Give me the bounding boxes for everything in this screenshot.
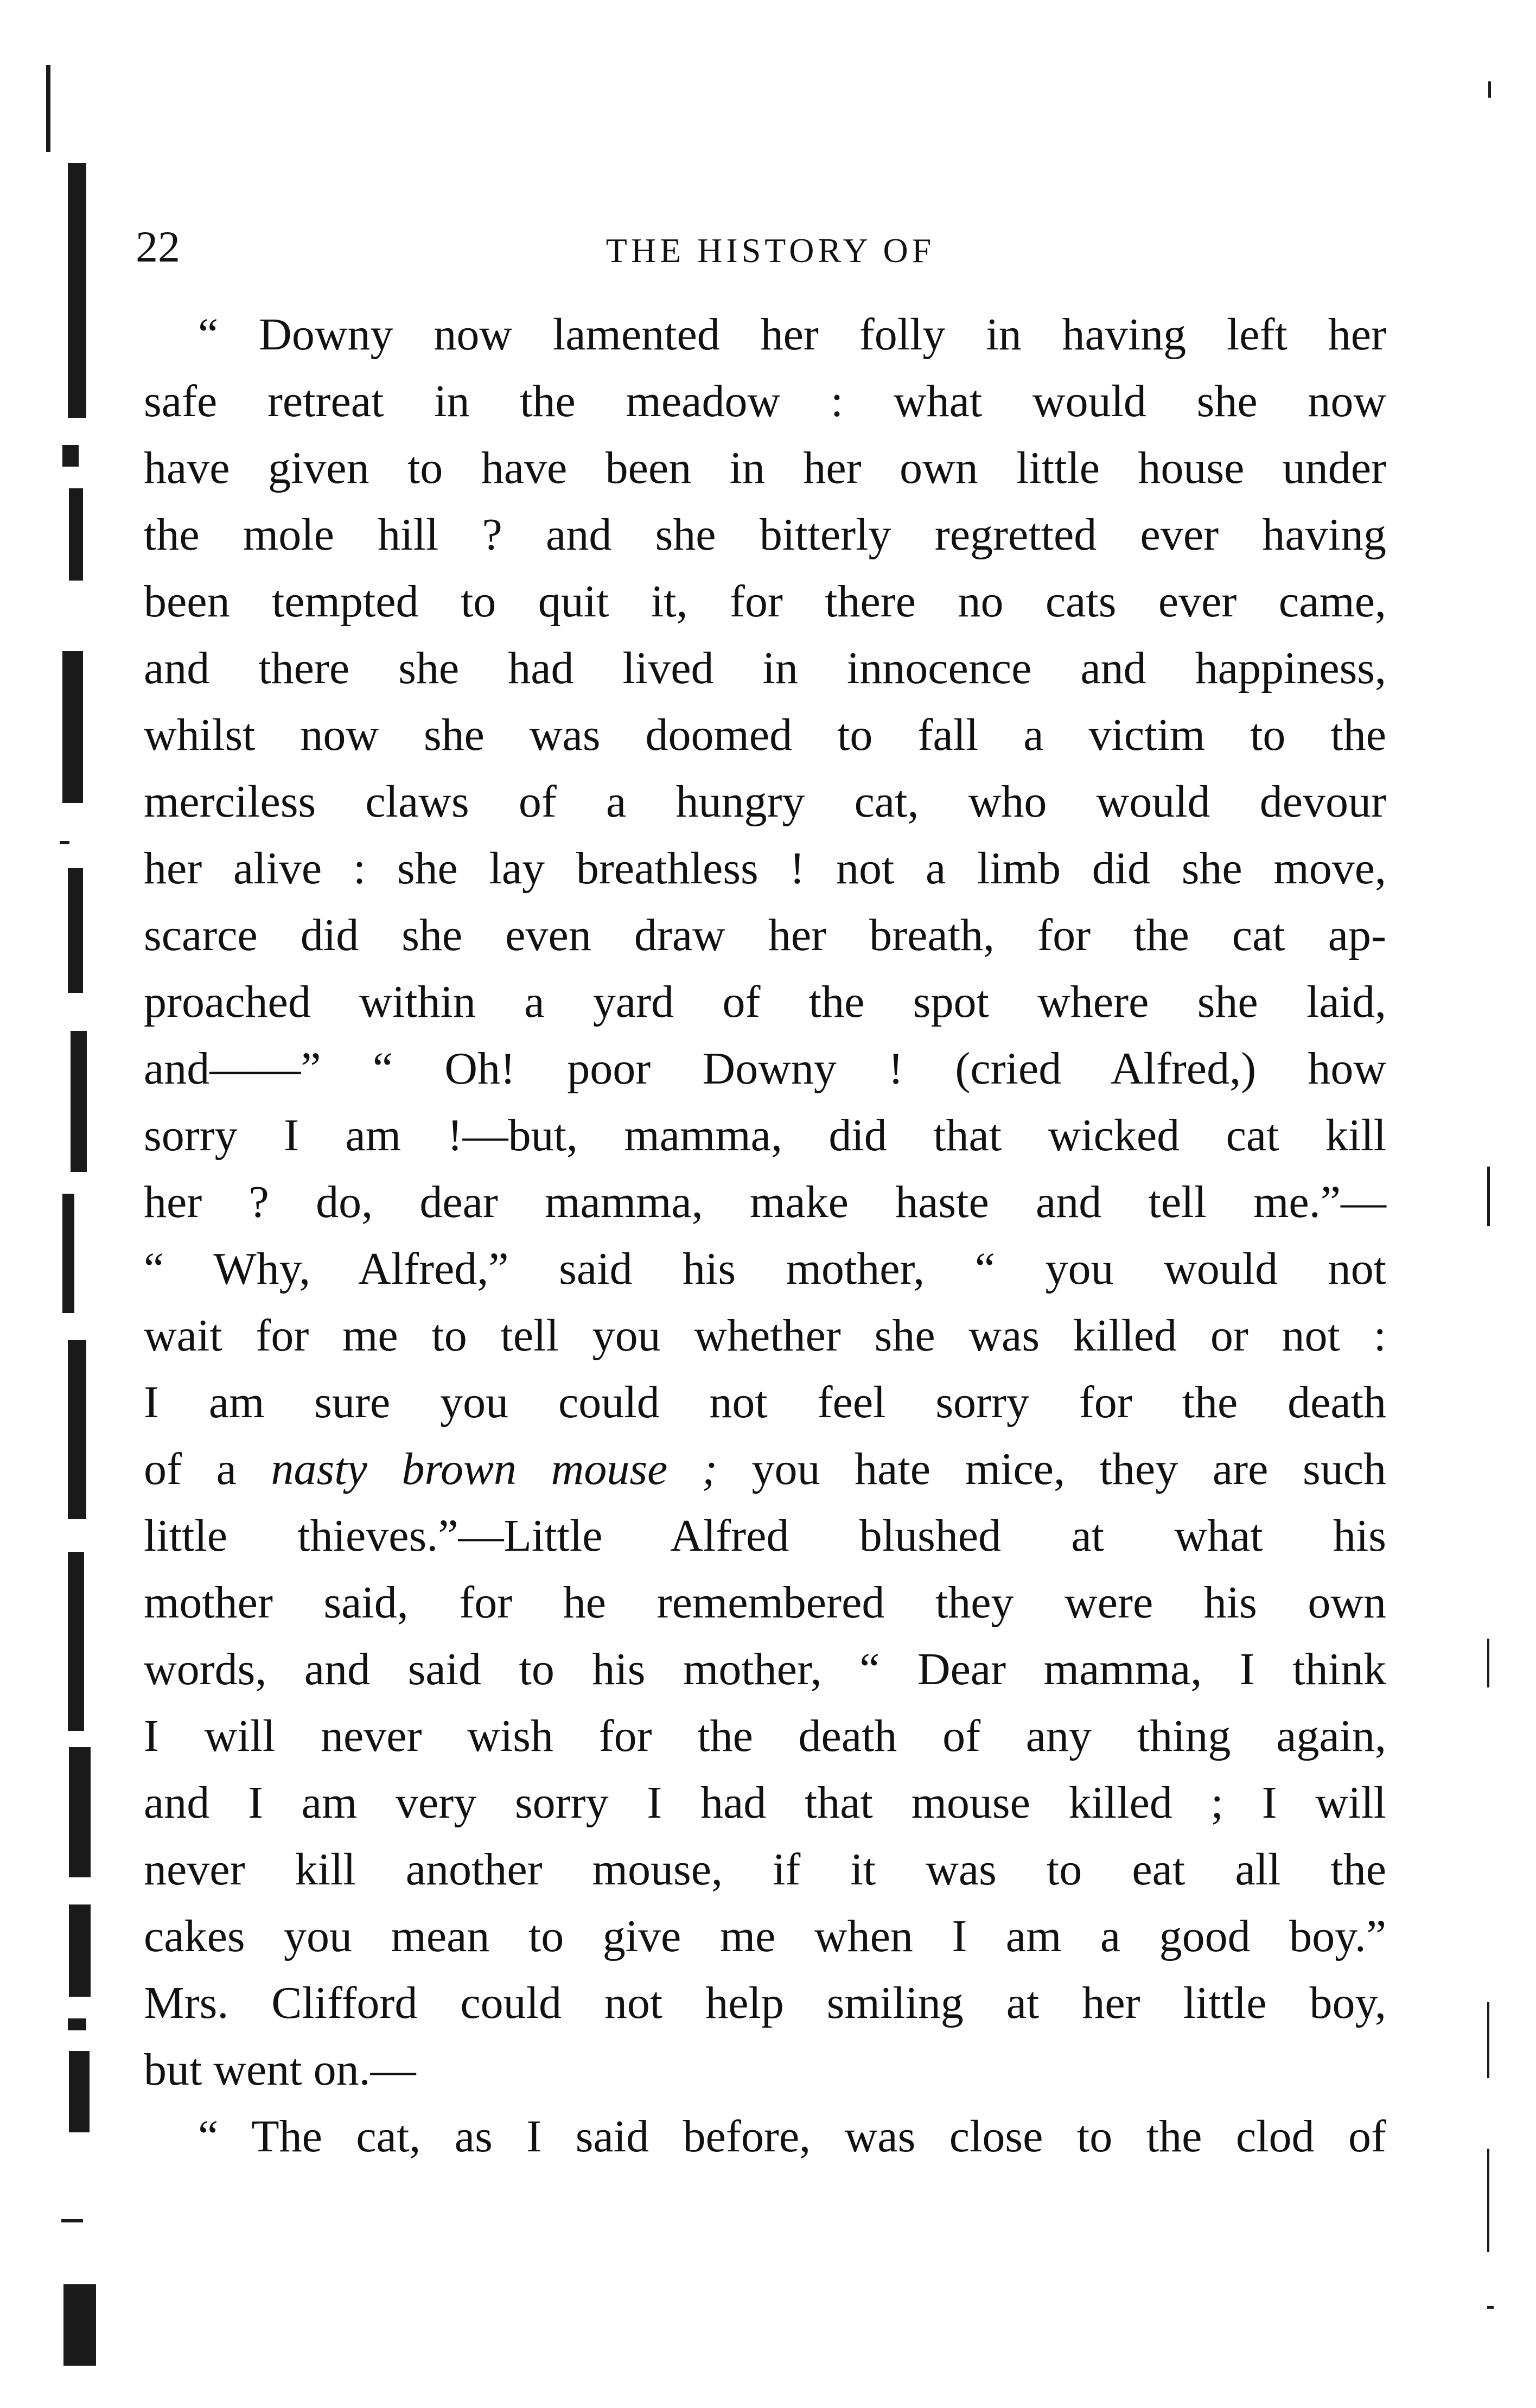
binding-mark xyxy=(63,2284,96,2366)
text-line: “ Why, Alfred,” said his mother, “ you would not xyxy=(144,1244,1386,1294)
text-line: wait for me to tell you whether she was killed or not : xyxy=(144,1310,1386,1361)
binding-mark xyxy=(62,1194,74,1313)
text-line: her ? do, dear mamma, make haste and tell me.”— xyxy=(144,1177,1386,1227)
running-head: THE HISTORY OF xyxy=(606,231,935,270)
text-line: never kill another mouse, if it was to eat all the xyxy=(144,1844,1386,1895)
binding-mark xyxy=(68,2018,86,2030)
text-segment: of a xyxy=(144,1444,271,1494)
text-segment: you hate mice, they are such xyxy=(717,1444,1386,1494)
text-line: safe retreat in the meadow : what would she now xyxy=(144,376,1386,426)
text-line: and——” “ Oh! poor Downy ! (cried Alfred,) how xyxy=(144,1043,1386,1094)
binding-mark xyxy=(68,1552,84,1731)
edge-mark xyxy=(1487,1639,1489,1687)
text-line: have given to have been in her own little house under xyxy=(144,443,1386,493)
text-line: I am sure you could not feel sorry for the death xyxy=(144,1377,1386,1428)
text-line: sorry I am !—but, mamma, did that wicked cat kill xyxy=(144,1110,1386,1161)
binding-mark xyxy=(69,488,83,581)
binding-mark xyxy=(68,163,86,418)
text-line: Mrs. Clifford could not help smiling at her little boy, xyxy=(144,1978,1386,2028)
binding-mark xyxy=(68,868,83,993)
body-text xyxy=(144,301,1386,2170)
binding-mark xyxy=(60,841,69,844)
edge-mark xyxy=(1487,2002,1489,2078)
binding-mark xyxy=(69,2051,90,2132)
page-header xyxy=(130,217,1416,288)
edge-mark xyxy=(1487,1167,1490,1226)
text-line: been tempted to quit it, for there no cats ever came, xyxy=(144,576,1386,627)
text-line: the mole hill ? and she bitterly regretted ever having xyxy=(144,509,1386,560)
text-line: I will never wish for the death of any thing again, xyxy=(144,1711,1386,1761)
edge-mark xyxy=(1488,81,1491,98)
text-line: and there she had lived in innocence and happiness, xyxy=(144,643,1386,693)
binding-mark xyxy=(69,1904,91,1997)
binding-mark xyxy=(62,651,83,803)
text-line: words, and said to his mother, “ Dear mamma, I think xyxy=(144,1644,1386,1694)
right-edge-artifacts xyxy=(1471,0,1536,2408)
text-line: little thieves.”—Little Alfred blushed at what his xyxy=(144,1511,1386,1561)
text-line: her alive : she lay breathless ! not a limb did she move, xyxy=(144,843,1386,894)
text-line: “ Downy now lamented her folly in having left her xyxy=(198,309,1386,360)
text-line: whilst now she was doomed to fall a victim to the xyxy=(144,710,1386,760)
text-line: “ The cat, as I said before, was close to the clod of xyxy=(198,2111,1386,2162)
binding-mark xyxy=(46,65,50,152)
binding-mark xyxy=(62,445,79,467)
page-number: 22 xyxy=(136,222,180,271)
binding-mark xyxy=(61,2219,83,2222)
text-line: mother said, for he remembered they were his own xyxy=(144,1577,1386,1628)
italic-phrase: nasty brown mouse ; xyxy=(271,1444,717,1494)
edge-mark xyxy=(1487,2149,1489,2252)
text-line: but went on.— xyxy=(144,2044,416,2095)
text-line: cakes you mean to give me when I am a good boy.” xyxy=(144,1911,1386,1961)
text-line-with-italic xyxy=(144,1436,1386,1502)
text-line: proached within a yard of the spot where she laid, xyxy=(144,977,1386,1027)
binding-mark xyxy=(71,1031,87,1172)
edge-mark xyxy=(1487,2306,1494,2309)
binding-mark xyxy=(68,1340,86,1519)
text-line: and I am very sorry I had that mouse killed ; I will xyxy=(144,1778,1386,1828)
text-line: scarce did she even draw her breath, for the cat ap- xyxy=(144,910,1386,960)
binding-edge-artifacts xyxy=(30,65,117,2366)
binding-mark xyxy=(69,1747,91,1877)
text-line: merciless claws of a hungry cat, who would devour xyxy=(144,776,1386,827)
